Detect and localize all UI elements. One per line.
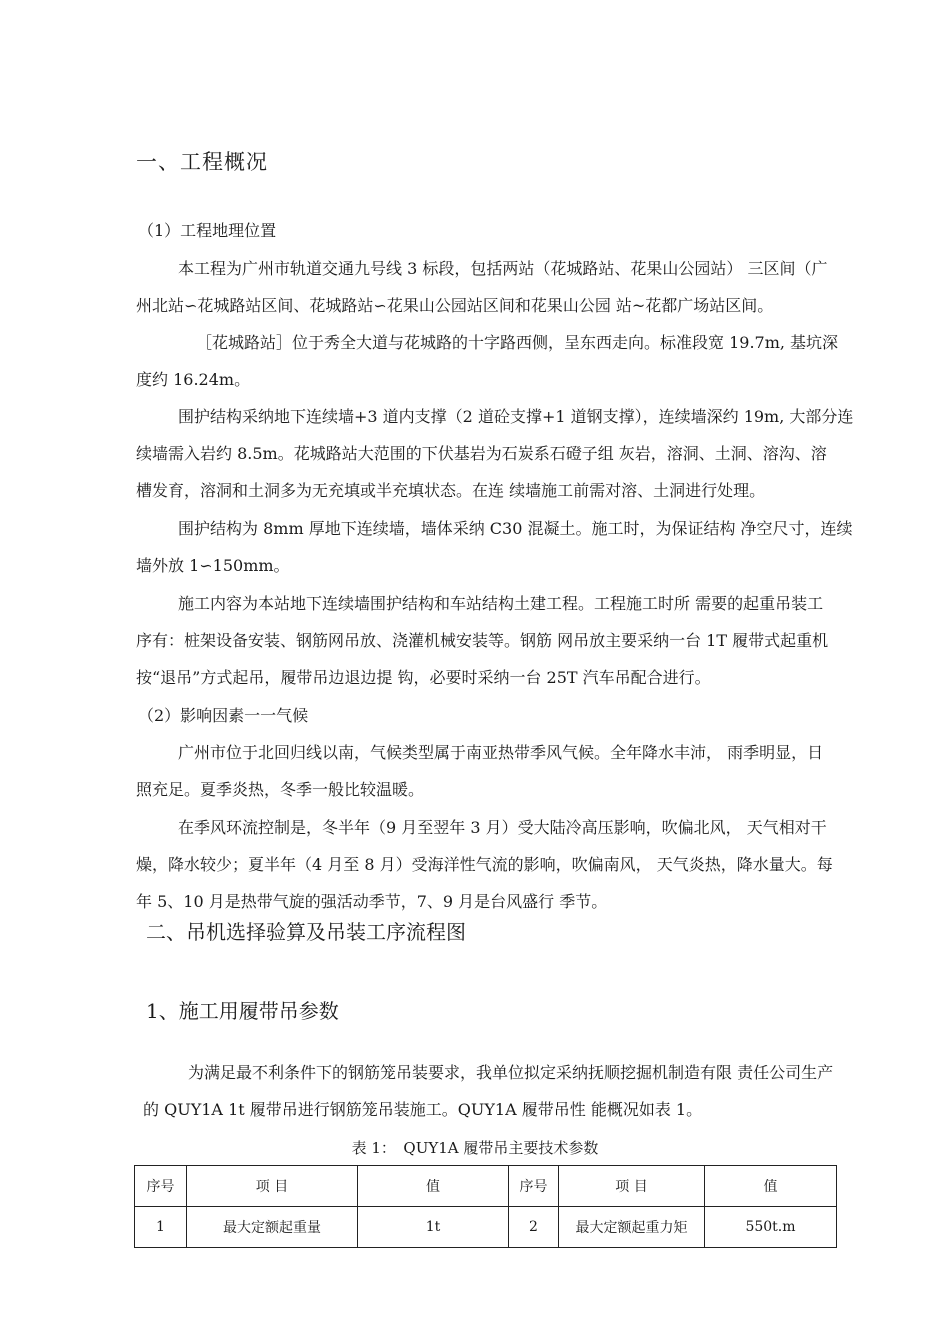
paragraph-line: 燥，降水较少；夏半年（4 月至 8 月）受海洋性气流的影响，吹偏南风， 天气炎热，降水量大。每 <box>136 855 833 874</box>
section1-title: 一、工程概况 <box>136 150 268 174</box>
section1-sub1: （1）工程地理位置 <box>138 221 277 240</box>
table-caption: 表 1： QUY1A 履带吊主要技术参数 <box>351 1139 599 1157</box>
table-cell: 1t <box>358 1207 509 1248</box>
paragraph-line: 按“退吊”方式起吊，履带吊边退边提 钩，必要时采纳一台 25T 汽车吊配合进行。 <box>136 668 711 687</box>
paragraph-line: 照充足。夏季炎热，冬季一般比较温暖。 <box>136 780 425 799</box>
header-cell: 项 目 <box>187 1166 358 1207</box>
paragraph-line: 围护结构采纳地下连续墙+3 道内支撑（2 道砼支撑+1 道钢支撑），连续墙深约 19m, 大部分连 <box>178 407 854 426</box>
section2-title: 二、吊机选择验算及吊装工序流程图 <box>146 920 466 944</box>
paragraph-line: 在季风环流控制是，冬半年（9 月至翌年 3 月）受大陆冷高压影响，吹偏北风， 天气相对干 <box>178 818 827 837</box>
paragraph-line: 的 QUY1A 1t 履带吊进行钢筋笼吊装施工。QUY1A 履带吊性 能概况如表 1。 <box>143 1100 703 1119</box>
header-cell: 项 目 <box>559 1166 705 1207</box>
paragraph-line: ［花城路站］位于秀全大道与花城路的十字路西侧，呈东西走向。标准段宽 19.7m, 基坑深 <box>196 333 839 352</box>
paragraph-line: 年 5、10 月是热带气旋的强活动季节，7、9 月是台风盛行 季节。 <box>136 892 608 911</box>
table-cell: 1 <box>135 1207 187 1248</box>
paragraph-line: 续墙需入岩约 8.5m。花城路站大范围的下伏基岩为石炭系石磴子组 灰岩，溶洞、土洞、溶沟、溶 <box>136 444 827 463</box>
table-cell: 2 <box>509 1207 559 1248</box>
paragraph-line: 围护结构为 8mm 厚地下连续墙，墙体采纳 C30 混凝土。施工时，为保证结构 净空尺寸，连续 <box>178 519 853 538</box>
paragraph-line: 度约 16.24m。 <box>136 370 251 389</box>
paragraph-line: 广州市位于北回归线以南，气候类型属于南亚热带季风气候。全年降水丰沛， 雨季明显，日 <box>178 743 824 762</box>
table-cell: 550t.m <box>705 1207 837 1248</box>
table-cell: 最大定额起重量 <box>187 1207 358 1248</box>
header-cell: 值 <box>358 1166 509 1207</box>
paragraph-line: 序有：桩架设备安装、钢筋网吊放、浇灌机械安装等。钢筋 网吊放主要采纳一台 1T 履带式起重机 <box>136 631 829 650</box>
paragraph-line: 槽发育，溶洞和土洞多为无充填或半充填状态。在连 续墙施工前需对溶、土洞进行处理。 <box>136 481 766 500</box>
paragraph-line: 施工内容为本站地下连续墙围护结构和车站结构土建工程。工程施工时所 需要的起重吊装工 <box>178 594 824 613</box>
table-header-row <box>135 1166 837 1207</box>
parameters-table <box>134 1165 837 1248</box>
table-row <box>135 1207 837 1248</box>
header-cell: 序号 <box>509 1166 559 1207</box>
paragraph-line: 州北站∽花城路站区间、花城路站∽花果山公园站区间和花果山公园 站~花都广场站区间。 <box>136 296 774 315</box>
section2-sub1: 1、施工用履带吊参数 <box>146 999 339 1023</box>
section1-sub2: （2）影响因素一一气候 <box>138 706 309 725</box>
paragraph-line: 为满足最不利条件下的钢筋笼吊装要求，我单位拟定采纳抚顺挖掘机制造有限 责任公司生产 <box>188 1063 834 1082</box>
header-cell: 序号 <box>135 1166 187 1207</box>
paragraph-line: 本工程为广州市轨道交通九号线 3 标段，包括两站（花城路站、花果山公园站） 三区间（广 <box>178 259 828 278</box>
paragraph-line: 墙外放 1∽150mm。 <box>136 556 290 575</box>
table-cell: 最大定额起重力矩 <box>559 1207 705 1248</box>
header-cell: 值 <box>705 1166 837 1207</box>
